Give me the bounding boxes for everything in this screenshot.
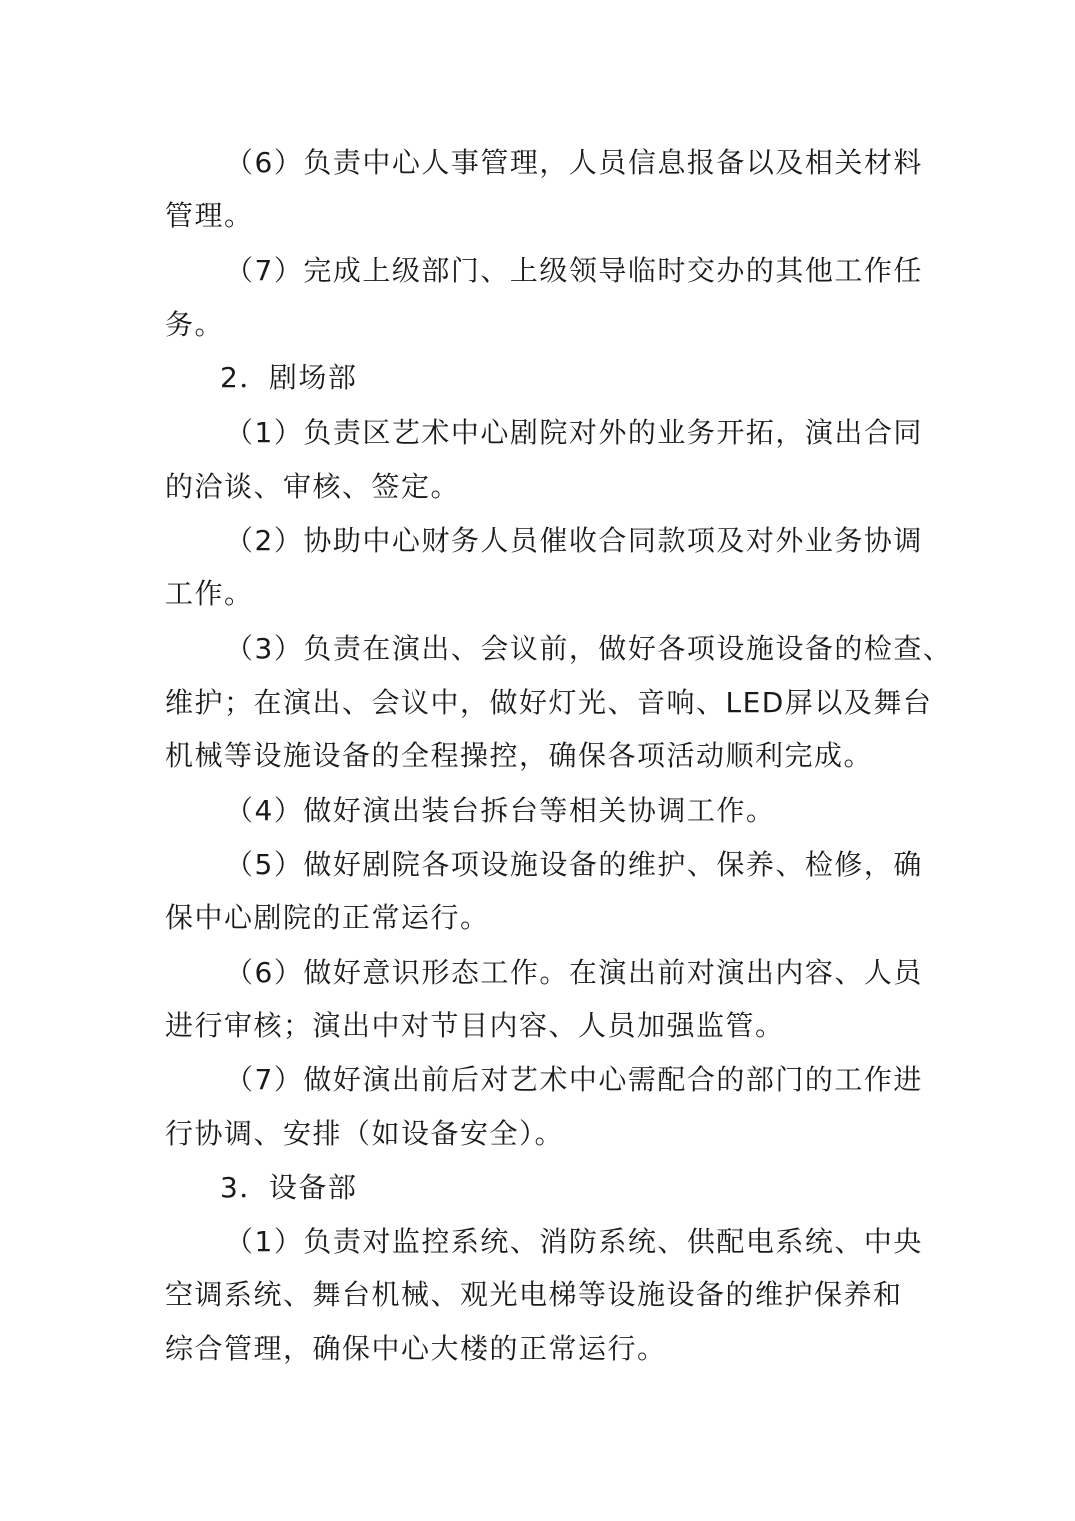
paragraph-line: 管理。 — [165, 199, 254, 232]
paragraph-line: （5）做好剧院各项设施设备的维护、保养、检修，确 — [225, 848, 923, 881]
paragraph-line: 保中心剧院的正常运行。 — [165, 901, 490, 934]
paragraph-line: （2）协助中心财务人员催收合同款项及对外业务协调 — [225, 524, 923, 557]
paragraph-line: （1）负责对监控系统、消防系统、供配电系统、中央 — [225, 1225, 923, 1258]
paragraph-line: 行协调、安排（如设备安全）。 — [165, 1117, 565, 1150]
paragraph-line: 综合管理，确保中心大楼的正常运行。 — [165, 1332, 667, 1365]
paragraph-line: （7）做好演出前后对艺术中心需配合的部门的工作进 — [225, 1063, 923, 1096]
paragraph-line: （6）负责中心人事管理，人员信息报备以及相关材料 — [225, 146, 923, 179]
paragraph-line: （7）完成上级部门、上级领导临时交办的其他工作任 — [225, 254, 923, 287]
paragraph-line: 空调系统、舞台机械、观光电梯等设施设备的维护保养和 — [165, 1278, 903, 1311]
paragraph-line: 进行审核；演出中对节目内容、人员加强监管。 — [165, 1009, 785, 1042]
paragraph-line: （4）做好演出装台拆台等相关协调工作。 — [225, 794, 776, 827]
paragraph-line: 的洽谈、审核、签定。 — [165, 470, 461, 503]
section-heading: 3．设备部 — [220, 1171, 358, 1204]
paragraph-line: （6）做好意识形态工作。在演出前对演出内容、人员 — [225, 956, 923, 989]
section-heading: 2．剧场部 — [220, 361, 358, 394]
paragraph-line: （3）负责在演出、会议前，做好各项设施设备的检查、 — [225, 632, 953, 665]
paragraph-line: 工作。 — [165, 577, 254, 610]
paragraph-line: 务。 — [165, 308, 225, 341]
paragraph-line: （1）负责区艺术中心剧院对外的业务开拓，演出合同 — [225, 416, 923, 449]
paragraph-line: 机械等设施设备的全程操控，确保各项活动顺利完成。 — [165, 739, 874, 772]
paragraph-line: 维护；在演出、会议中，做好灯光、音响、LED屏以及舞台 — [165, 686, 933, 719]
